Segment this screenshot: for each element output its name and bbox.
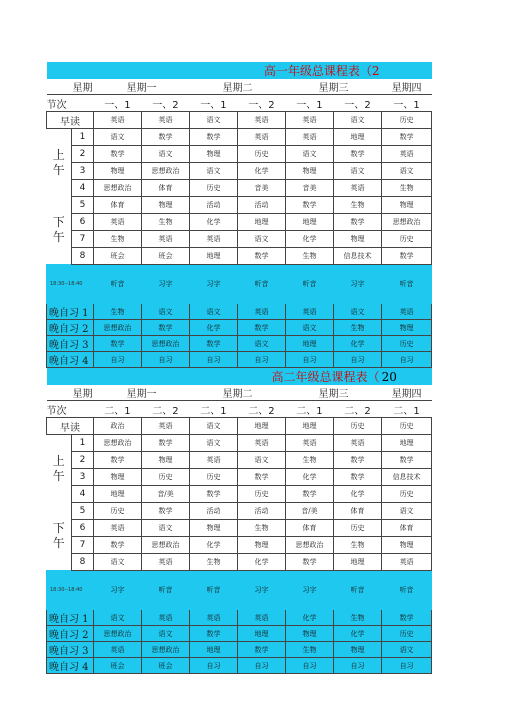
schedule-cell: 英语 (238, 129, 286, 146)
schedule-cell: 习字 (238, 571, 286, 610)
schedule-cell: 音/美 (142, 486, 190, 503)
schedule-cell: 语文 (142, 304, 190, 320)
schedule-cell: 数学 (94, 336, 142, 352)
period-number: 6 (72, 214, 94, 231)
schedule-cell: 语文 (238, 231, 286, 248)
schedule-cell: 英语 (238, 610, 286, 626)
schedule-cell: 化学 (286, 231, 334, 248)
schedule-cell: 语文 (382, 163, 432, 180)
schedule-cell: 生物 (142, 214, 190, 231)
schedule-cell: 物理 (382, 320, 432, 336)
schedule-cell: 数学 (94, 452, 142, 469)
corner-blank (47, 385, 72, 401)
schedule-cell: 听音 (142, 571, 190, 610)
schedule-cell: 物理 (286, 626, 334, 642)
schedule-cell: 数学 (382, 452, 432, 469)
period-number: 8 (72, 554, 94, 571)
period-number: 7 (72, 537, 94, 554)
schedule-cell: 数学 (190, 626, 238, 642)
schedule-cell: 历史 (382, 626, 432, 642)
schedule-cell: 数学 (190, 129, 238, 146)
schedule-cell: 历史 (382, 418, 432, 435)
morning-reading-row (47, 418, 432, 435)
schedule-cell: 自习 (382, 658, 432, 674)
schedule-cell: 数学 (382, 610, 432, 626)
schedule-cell: 听音 (286, 265, 334, 304)
morning-reading-row (47, 112, 432, 129)
title-tail (382, 62, 432, 79)
schedule-cell: 英语 (382, 554, 432, 571)
schedule-cell: 自习 (382, 352, 432, 368)
schedule-cell: 生物 (190, 554, 238, 571)
schedule-cell: 英语 (142, 418, 190, 435)
schedule-cell: 语文 (142, 626, 190, 642)
evening-study-label: 晚自习 1 (47, 610, 94, 626)
schedule-cell: 自习 (190, 352, 238, 368)
time-label: 18:30--18:40 (47, 571, 94, 610)
schedule-cell: 数学 (142, 503, 190, 520)
schedule-cell: 数学 (334, 452, 382, 469)
schedule-cell: 英语 (382, 304, 432, 320)
corner-blank (47, 79, 72, 95)
period-row (47, 469, 432, 486)
schedule-cell: 生物 (238, 520, 286, 537)
schedule-cell: 数学 (142, 435, 190, 452)
schedule-cell: 数学 (334, 146, 382, 163)
evening-row (47, 320, 432, 336)
schedule-cell: 活动 (238, 503, 286, 520)
period-number: 3 (72, 163, 94, 180)
schedule-cell: 数学 (382, 129, 432, 146)
evening-row (47, 304, 432, 320)
schedule-cell: 语文 (94, 610, 142, 626)
schedule-cell: 数学 (190, 336, 238, 352)
title-row (47, 62, 432, 79)
schedule-cell: 地理 (190, 642, 238, 658)
schedule-cell: 数学 (190, 486, 238, 503)
schedule-cell: 英语 (334, 180, 382, 197)
schedule-cell: 英语 (94, 214, 142, 231)
schedule-cell: 数学 (142, 129, 190, 146)
schedule-cell: 数学 (94, 146, 142, 163)
class-header: 一、2 (238, 95, 286, 112)
schedule-cell: 历史 (382, 486, 432, 503)
period-row (47, 197, 432, 214)
evening-row (47, 610, 432, 626)
schedule-cell: 习字 (286, 571, 334, 610)
period-number: 1 (72, 435, 94, 452)
am-label: 上 午 (47, 435, 72, 503)
schedule-cell: 地理 (238, 626, 286, 642)
period-label: 节次 (47, 95, 94, 112)
class-header-row (47, 401, 432, 418)
schedule-cell: 体育 (286, 520, 334, 537)
period-number: 2 (72, 146, 94, 163)
schedule-cell: 语文 (286, 146, 334, 163)
schedule-cell: 体育 (142, 180, 190, 197)
schedule-cell: 听音 (190, 571, 238, 610)
timetable-grid (46, 62, 432, 674)
schedule-cell: 自习 (142, 352, 190, 368)
schedule-cell: 思想政治 (382, 214, 432, 231)
schedule-cell: 语文 (286, 320, 334, 336)
class-header: 一、2 (334, 95, 382, 112)
period-row (47, 435, 432, 452)
period-row (47, 537, 432, 554)
schedule-cell: 化学 (238, 163, 286, 180)
evening-row (47, 352, 432, 368)
title-spacer (47, 368, 142, 386)
schedule-cell: 英语 (334, 435, 382, 452)
schedule-cell: 语文 (190, 112, 238, 129)
schedule-cell: 班会 (142, 248, 190, 265)
schedule-cell: 语文 (190, 304, 238, 320)
schedule-cell: 生物 (286, 248, 334, 265)
schedule-cell: 体育 (334, 503, 382, 520)
schedule-cell: 历史 (190, 180, 238, 197)
schedule-cell: 自习 (286, 352, 334, 368)
schedule-cell: 数学 (238, 320, 286, 336)
schedule-cell: 英语 (286, 435, 334, 452)
period-row (47, 520, 432, 537)
schedule-cell: 历史 (190, 469, 238, 486)
evening-row (47, 658, 432, 674)
schedule-cell: 生物 (94, 231, 142, 248)
schedule-cell: 化学 (334, 486, 382, 503)
schedule-cell: 数学 (238, 248, 286, 265)
schedule-cell: 自习 (334, 352, 382, 368)
period-number: 6 (72, 520, 94, 537)
evening-study-label: 晚自习 2 (47, 320, 94, 336)
period-number: 4 (72, 180, 94, 197)
listening-row (47, 265, 432, 304)
schedule-cell: 生物 (334, 610, 382, 626)
schedule-cell: 化学 (286, 610, 334, 626)
schedule-cell: 语文 (94, 129, 142, 146)
schedule-cell: 英语 (94, 520, 142, 537)
schedule-cell: 英语 (94, 112, 142, 129)
schedule-cell: 地理 (190, 248, 238, 265)
schedule-cell: 语文 (334, 163, 382, 180)
schedule-cell: 物理 (382, 197, 432, 214)
schedule-cell: 生物 (382, 180, 432, 197)
schedule-cell: 英语 (142, 610, 190, 626)
schedule-cell: 活动 (190, 197, 238, 214)
schedule-cell: 语文 (190, 163, 238, 180)
evening-study-label: 晚自习 4 (47, 352, 94, 368)
day-header: 星期二 (222, 389, 253, 400)
schedule-cell: 思想政治 (286, 537, 334, 554)
class-header: 二、1 (286, 401, 334, 418)
timetable-title: 高一年级总课程表（2 (142, 62, 382, 79)
period-label: 节次 (47, 401, 94, 418)
schedule-cell: 英语 (190, 610, 238, 626)
schedule-cell: 物理 (382, 537, 432, 554)
period-number: 7 (72, 231, 94, 248)
day-header: 星期四 (391, 83, 422, 94)
schedule-cell: 数学 (382, 248, 432, 265)
schedule-cell: 思想政治 (142, 336, 190, 352)
listening-row (47, 571, 432, 610)
schedule-cell: 思想政治 (94, 626, 142, 642)
day-header: 星期三 (318, 389, 349, 400)
schedule-cell: 历史 (238, 486, 286, 503)
evening-row (47, 642, 432, 658)
period-row (47, 231, 432, 248)
class-header: 一、2 (142, 95, 190, 112)
schedule-cell: 数学 (334, 469, 382, 486)
schedule-cell: 物理 (238, 537, 286, 554)
schedule-cell: 自习 (238, 352, 286, 368)
schedule-cell: 自习 (334, 658, 382, 674)
schedule-cell: 历史 (334, 520, 382, 537)
schedule-cell: 语文 (334, 112, 382, 129)
schedule-cell: 听音 (94, 265, 142, 304)
schedule-cell: 活动 (238, 197, 286, 214)
class-header: 二、1 (382, 401, 432, 418)
schedule-cell: 音/美 (286, 503, 334, 520)
schedule-cell: 英语 (286, 304, 334, 320)
schedule-cell: 英语 (142, 112, 190, 129)
evening-study-label: 晚自习 2 (47, 626, 94, 642)
schedule-cell: 生物 (286, 642, 334, 658)
schedule-cell: 化学 (334, 626, 382, 642)
class-header: 二、2 (142, 401, 190, 418)
period-number: 2 (72, 452, 94, 469)
period-number: 1 (72, 129, 94, 146)
schedule-cell: 地理 (238, 214, 286, 231)
period-number: 4 (72, 486, 94, 503)
class-header: 二、1 (190, 401, 238, 418)
schedule-cell: 数学 (286, 197, 334, 214)
weekday-row (47, 79, 432, 95)
schedule-cell: 习字 (94, 571, 142, 610)
period-number: 5 (72, 197, 94, 214)
schedule-cell: 思想政治 (94, 180, 142, 197)
schedule-cell: 地理 (286, 418, 334, 435)
class-header: 二、2 (334, 401, 382, 418)
schedule-cell: 音美 (238, 180, 286, 197)
evening-row (47, 626, 432, 642)
schedule-cell: 地理 (382, 435, 432, 452)
schedule-cell: 语文 (334, 304, 382, 320)
schedule-cell: 英语 (286, 112, 334, 129)
schedule-cell: 数学 (94, 537, 142, 554)
schedule-cell: 政治 (94, 418, 142, 435)
schedule-cell: 体育 (94, 197, 142, 214)
title-tail: 20 (382, 368, 432, 386)
schedule-cell: 地理 (94, 486, 142, 503)
schedule-cell: 历史 (382, 231, 432, 248)
schedule-cell: 体育 (382, 520, 432, 537)
schedule-cell: 思想政治 (142, 163, 190, 180)
schedule-cell: 英语 (190, 231, 238, 248)
schedule-cell: 英语 (94, 642, 142, 658)
schedule-cell: 历史 (142, 469, 190, 486)
schedule-cell: 数学 (238, 469, 286, 486)
day-header: 星期三 (318, 83, 349, 94)
schedule-cell: 生物 (94, 304, 142, 320)
schedule-cell: 数学 (238, 642, 286, 658)
period-row (47, 554, 432, 571)
pm-label: 下 午 (47, 197, 72, 265)
schedule-cell: 数学 (286, 486, 334, 503)
schedule-cell: 音美 (286, 180, 334, 197)
schedule-cell: 听音 (382, 571, 432, 610)
schedule-cell: 物理 (142, 197, 190, 214)
schedule-cell: 地理 (334, 129, 382, 146)
schedule-cell: 思想政治 (94, 435, 142, 452)
schedule-cell: 物理 (334, 642, 382, 658)
am-label: 上 午 (47, 129, 72, 197)
schedule-cell: 英语 (190, 452, 238, 469)
schedule-cell: 自习 (286, 658, 334, 674)
day-header: 星期一 (126, 389, 157, 400)
schedule-cell: 自习 (238, 658, 286, 674)
schedule-cell: 语文 (94, 554, 142, 571)
class-header: 一、1 (286, 95, 334, 112)
schedule-cell: 物理 (142, 452, 190, 469)
schedule-cell: 听音 (382, 265, 432, 304)
schedule-cell: 物理 (190, 146, 238, 163)
schedule-cell: 生物 (334, 537, 382, 554)
schedule-cell: 化学 (190, 214, 238, 231)
period-row (47, 129, 432, 146)
period-row (47, 452, 432, 469)
schedule-cell: 思想政治 (94, 320, 142, 336)
schedule-cell: 历史 (334, 418, 382, 435)
period-row (47, 163, 432, 180)
day-header: 星期二 (222, 83, 253, 94)
schedule-cell: 习字 (190, 265, 238, 304)
schedule-cell: 化学 (190, 537, 238, 554)
morning-reading-label: 早读 (47, 418, 94, 435)
schedule-cell: 化学 (286, 469, 334, 486)
corner-label: 星期 (72, 389, 93, 400)
schedule-cell: 历史 (382, 336, 432, 352)
period-number: 3 (72, 469, 94, 486)
period-row (47, 503, 432, 520)
class-header-row (47, 95, 432, 112)
class-header: 一、1 (190, 95, 238, 112)
period-row (47, 248, 432, 265)
schedule-cell: 自习 (190, 658, 238, 674)
period-number: 8 (72, 248, 94, 265)
schedule-cell: 习字 (334, 265, 382, 304)
schedule-cell: 信息技术 (334, 248, 382, 265)
schedule-cell: 物理 (190, 520, 238, 537)
schedule-cell: 历史 (238, 146, 286, 163)
schedule-cell: 地理 (286, 336, 334, 352)
time-label: 18:30--18:40 (47, 265, 94, 304)
schedule-cell: 班会 (94, 248, 142, 265)
schedule-cell: 思想政治 (142, 642, 190, 658)
schedule-cell: 历史 (94, 503, 142, 520)
schedule-cell: 化学 (238, 554, 286, 571)
period-row (47, 214, 432, 231)
pm-label: 下 午 (47, 503, 72, 571)
corner-label: 星期 (72, 83, 93, 94)
schedule-cell: 英语 (286, 129, 334, 146)
schedule-cell: 地理 (286, 214, 334, 231)
class-header: 二、1 (94, 401, 142, 418)
period-row (47, 180, 432, 197)
schedule-cell: 历史 (382, 112, 432, 129)
schedule-cell: 班会 (142, 658, 190, 674)
schedule-cell: 听音 (238, 265, 286, 304)
schedule-cell: 数学 (286, 554, 334, 571)
period-number: 5 (72, 503, 94, 520)
schedule-cell: 英语 (238, 112, 286, 129)
day-header: 星期四 (391, 389, 422, 400)
schedule-cell: 物理 (94, 163, 142, 180)
evening-study-label: 晚自习 3 (47, 642, 94, 658)
schedule-cell: 英语 (382, 146, 432, 163)
schedule-cell: 物理 (286, 163, 334, 180)
schedule-cell: 物理 (94, 469, 142, 486)
schedule-cell: 语文 (382, 642, 432, 658)
schedule-cell: 语文 (142, 146, 190, 163)
weekday-row (47, 385, 432, 401)
title-row (47, 368, 432, 386)
class-header: 二、2 (238, 401, 286, 418)
evening-study-label: 晚自习 3 (47, 336, 94, 352)
schedule-cell: 生物 (334, 197, 382, 214)
schedule-cell: 语文 (238, 336, 286, 352)
schedule-cell: 信息技术 (382, 469, 432, 486)
evening-row (47, 336, 432, 352)
schedule-cell: 英语 (238, 304, 286, 320)
day-header: 星期一 (126, 83, 157, 94)
class-header: 一、1 (382, 95, 432, 112)
evening-study-label: 晚自习 4 (47, 658, 94, 674)
schedule-cell: 习字 (142, 265, 190, 304)
timetable-sheet (46, 62, 431, 674)
schedule-cell: 生物 (334, 320, 382, 336)
schedule-cell: 语文 (142, 520, 190, 537)
schedule-cell: 地理 (334, 554, 382, 571)
schedule-cell: 语文 (238, 452, 286, 469)
schedule-cell: 语文 (190, 418, 238, 435)
schedule-cell: 语文 (190, 435, 238, 452)
schedule-cell: 英语 (238, 435, 286, 452)
morning-reading-label: 早读 (47, 112, 94, 129)
schedule-cell: 英语 (142, 231, 190, 248)
schedule-cell: 班会 (94, 658, 142, 674)
schedule-cell: 地理 (238, 418, 286, 435)
schedule-cell: 英语 (142, 554, 190, 571)
schedule-cell: 物理 (334, 231, 382, 248)
period-row (47, 486, 432, 503)
timetable-title: 高二年级总课程表（ (142, 368, 382, 386)
evening-study-label: 晚自习 1 (47, 304, 94, 320)
schedule-cell: 自习 (94, 352, 142, 368)
schedule-cell: 化学 (190, 320, 238, 336)
period-row (47, 146, 432, 163)
title-spacer (47, 62, 142, 79)
schedule-cell: 数学 (334, 214, 382, 231)
schedule-cell: 活动 (190, 503, 238, 520)
schedule-cell: 思想政治 (142, 537, 190, 554)
schedule-cell: 化学 (334, 336, 382, 352)
schedule-cell: 语文 (382, 503, 432, 520)
schedule-cell: 数学 (142, 320, 190, 336)
schedule-cell: 听音 (334, 571, 382, 610)
schedule-cell: 生物 (286, 452, 334, 469)
class-header: 一、1 (94, 95, 142, 112)
